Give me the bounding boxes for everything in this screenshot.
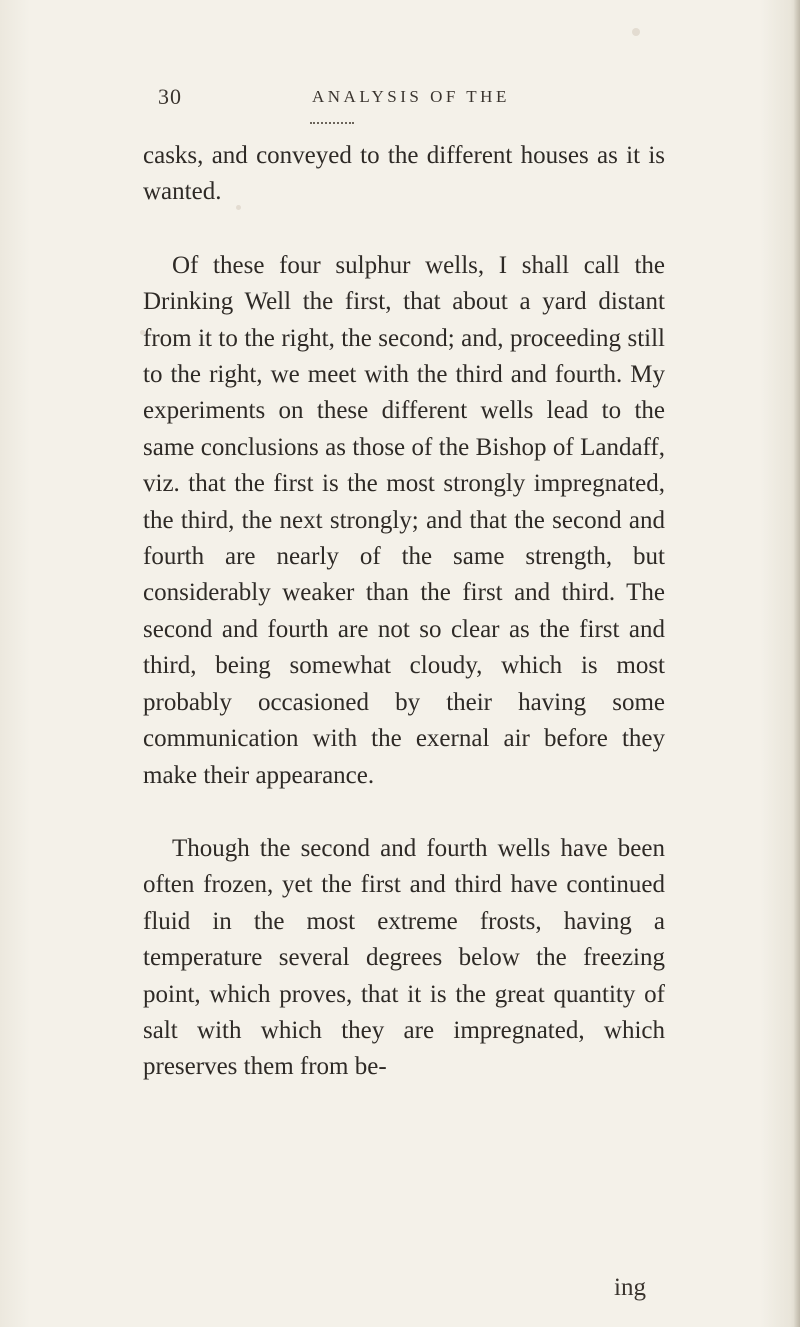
- paper-stain: [632, 28, 640, 36]
- body-text: [143, 138, 665, 1086]
- paragraph: Of these four sulphur wells, I shall call the Drinking Well the first, that about a yard distant from it to the right, the second; and, proceeding still to the right, we meet with the third and fourth. My experiments on these different wells lead to the same conclusions as those of the Bishop of Landaff, viz. that the first is the most strongly impregnated, the third, the next strongly; and that the second and fourth are nearly of the same strength, but considerably weaker than the first and third. The second and fourth are not so clear as the first and third, being somewhat cloudy, which is most probably occasioned by their having some communication with the exernal air before they make their appearance.: [143, 251, 665, 789]
- page-number: 30: [158, 84, 182, 109]
- catchword: ing: [614, 1274, 646, 1301]
- header-ornament: [310, 122, 354, 128]
- page-edge: [794, 0, 800, 1327]
- running-title: ANALYSIS OF THE: [312, 87, 510, 106]
- paragraph: Though the second and fourth wells have been often frozen, yet the first and third have continued fluid in the most extreme frosts, having a temperature several degrees below the freezing point, which proves, that it is the great quantity of salt with which they are impregnated, which preserves them from be-: [143, 834, 665, 1081]
- page-header: [158, 84, 578, 114]
- paragraph-continued: casks, and conveyed to the different houses as it is wanted.: [143, 142, 665, 206]
